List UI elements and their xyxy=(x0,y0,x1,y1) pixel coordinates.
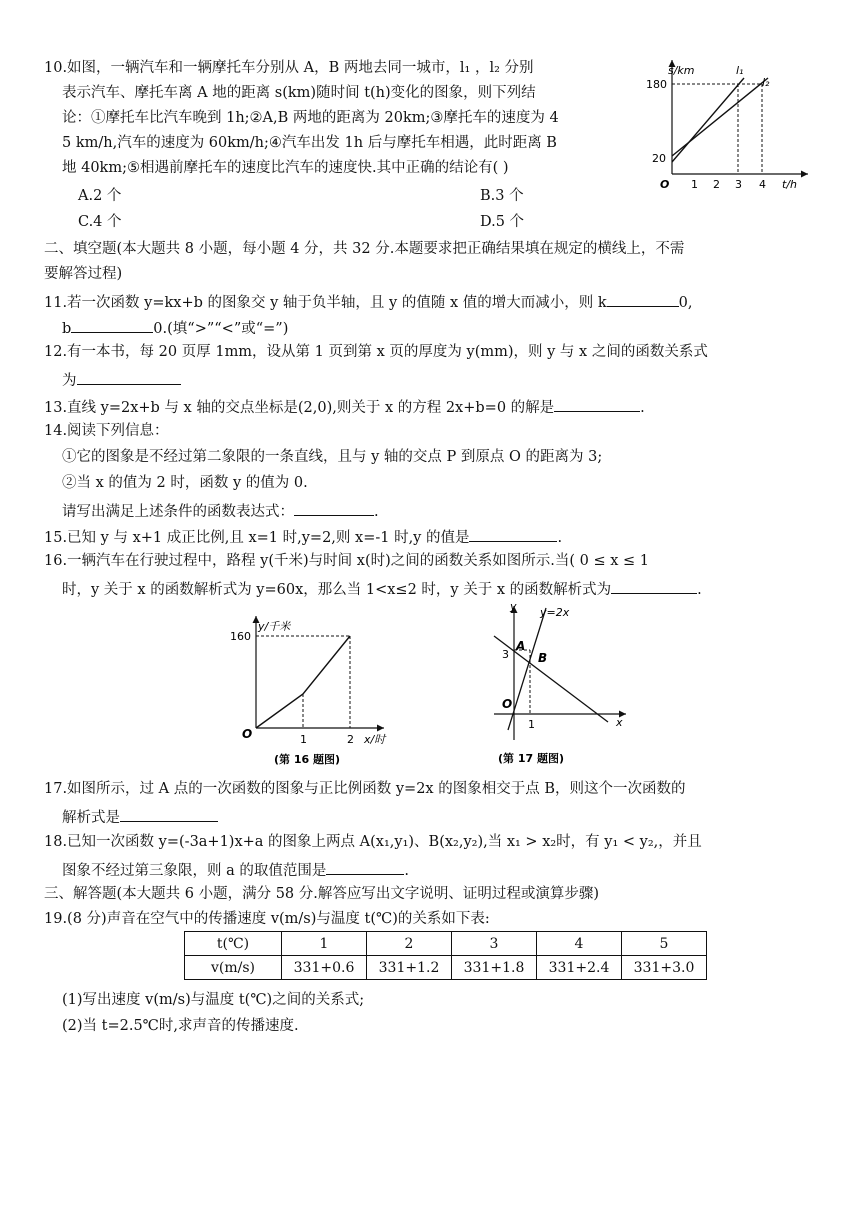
fig17-graph xyxy=(486,600,636,770)
q14-blank[interactable] xyxy=(294,499,374,516)
q13-text: 13.直线 y=2x+b 与 x 轴的交点坐标是(2,0),则关于 x 的方程 2x+b=0 的解是 xyxy=(44,400,555,416)
q14-line-1: 14.阅读下列信息： xyxy=(44,423,169,439)
q19-table xyxy=(184,931,707,980)
q11-line-2 xyxy=(62,316,288,339)
q15-line xyxy=(44,525,562,548)
q10-ytick-20: 20 xyxy=(652,152,666,165)
fig16-xtick-1: 1 xyxy=(300,733,307,746)
q15-blank[interactable] xyxy=(469,525,557,542)
section2-heading-cont: 要解答过程) xyxy=(44,266,123,282)
q17-blank[interactable] xyxy=(120,805,218,822)
q14-end: . xyxy=(374,504,379,520)
table-cell: 331+1.8 xyxy=(452,956,537,980)
q12-blank[interactable] xyxy=(77,368,181,385)
q10-line-4: 5 km/h,汽车的速度为 60km/h;④汽车出发 1h 后与摩托车相遇，此时距离 B xyxy=(62,135,557,151)
fig16-graph xyxy=(222,610,412,770)
q12-text-b: 为 xyxy=(62,373,77,389)
q10-line-5: 地 40km;⑤相遇前摩托车的速度比汽车的速度快.其中正确的结论有( ) xyxy=(62,160,509,176)
q10-label-l1: l₁ xyxy=(736,64,744,77)
q11-text-a: 11.若一次函数 y=kx+b 的图象交 y 轴于负半轴，且 y 的值随 x 值的增大而减小，则 k xyxy=(44,295,607,311)
q10-line-1: 10.如图，一辆汽车和一辆摩托车分别从 A，B 两地去同一城市，l₁ ，l₂ 分别 xyxy=(44,60,534,76)
q18-end: . xyxy=(404,863,409,879)
q17-text-b: 解析式是 xyxy=(62,810,120,826)
q10-option-a: A.2 个 xyxy=(78,188,122,204)
section3-heading: 三、解答题(本大题共 6 小题，满分 58 分.解答应写出文字说明、证明过程或演算步骤) xyxy=(44,886,600,902)
q17-line-1: 17.如图所示，过 A 点的一次函数的图象与正比例函数 y=2x 的图象相交于点 B，则这个一次函数的 xyxy=(44,781,686,797)
q16-line-2 xyxy=(62,577,702,600)
fig17-caption: (第 17 题图) xyxy=(498,752,565,765)
q19-part-2: (2)当 t=2.5℃时,求声音的传播速度. xyxy=(62,1018,299,1034)
q15-end: . xyxy=(557,530,563,546)
q16-blank[interactable] xyxy=(611,577,697,594)
table-cell: 331+0.6 xyxy=(282,956,367,980)
q10-xtick-4: 4 xyxy=(759,178,766,191)
q10-line-2: 表示汽车、摩托车离 A 地的距离 s(km)随时间 t(h)变化的图象，则下列结 xyxy=(62,85,536,101)
fig16-origin: O xyxy=(242,727,253,741)
q12-line-2 xyxy=(62,368,181,391)
q10-origin: O xyxy=(660,178,670,191)
table-row xyxy=(185,956,707,980)
q11-blank-b[interactable] xyxy=(71,316,153,333)
q16-text-b: 时，y 关于 x 的函数解析式为 y=60x，那么当 1<x≤2 时，y 关于 x 的函数解析式为 xyxy=(62,582,612,598)
q16-line-1: 16.一辆汽车在行驶过程中，路程 y(千米)与时间 x(时)之间的函数关系如图所示.当( 0 ≤ x ≤ 1 xyxy=(44,553,650,569)
fig17-xtick-1: 1 xyxy=(528,718,535,731)
q10-label-l2: l₂ xyxy=(762,76,770,89)
q16-end: . xyxy=(697,582,702,598)
q13-line xyxy=(44,395,645,418)
q19-part-1: (1)写出速度 v(m/s)与温度 t(℃)之间的关系式; xyxy=(62,992,365,1008)
q10-xtick-2: 2 xyxy=(713,178,720,191)
q14-line-3: ②当 x 的值为 2 时，函数 y 的值为 0. xyxy=(62,475,308,491)
q11-text-b: b xyxy=(62,321,72,337)
q11-text-b-end: 0.(填“>”“<”或“=”) xyxy=(153,321,289,337)
fig17-ylabel: y xyxy=(510,600,517,613)
table-cell: v(m/s) xyxy=(185,956,282,980)
section2-heading: 二、填空题(本大题共 8 小题，每小题 4 分，共 32 分.本题要求把正确结果填在规定的横线上，不需 xyxy=(44,241,685,257)
q10-line-l1 xyxy=(672,78,744,162)
q10-ytick-180: 180 xyxy=(646,78,667,91)
q10-option-b: B.3 个 xyxy=(480,188,524,204)
table-cell: 2 xyxy=(367,932,452,956)
q11-blank-k[interactable] xyxy=(607,290,679,307)
q17-line-2 xyxy=(62,805,218,828)
q10-line-l2 xyxy=(672,78,768,156)
table-cell: 331+2.4 xyxy=(537,956,622,980)
q14-line-2: ①它的图象是不经过第二象限的一条直线，且与 y 轴的交点 P 到原点 O 的距离为 3; xyxy=(62,449,603,465)
q10-option-c: C.4 个 xyxy=(78,214,122,230)
q11-line-1 xyxy=(44,290,692,313)
q18-line-2 xyxy=(62,858,409,881)
table-cell: 1 xyxy=(282,932,367,956)
fig17-point-b: B xyxy=(538,651,548,665)
fig17-ytick-3: 3 xyxy=(502,648,509,661)
table-cell: 3 xyxy=(452,932,537,956)
fig16-xlabel: x/时 xyxy=(364,733,386,746)
q19-line: 19.(8 分)声音在空气中的传播速度 v(m/s)与温度 t(℃)的关系如下表: xyxy=(44,911,490,927)
table-cell: 5 xyxy=(622,932,707,956)
fig17-xlabel: x xyxy=(616,716,623,729)
table-cell: 4 xyxy=(537,932,622,956)
table-cell: t(℃) xyxy=(185,932,282,956)
q10-xtick-1: 1 xyxy=(691,178,698,191)
q10-option-d: D.5 个 xyxy=(480,214,525,230)
fig17-point-a: A xyxy=(516,639,526,653)
q12-line-1: 12.有一本书，每 20 页厚 1mm，设从第 1 页到第 x 页的厚度为 y(mm)，则 y 与 x 之间的函数关系式 xyxy=(44,344,708,360)
table-cell: 331+3.0 xyxy=(622,956,707,980)
fig16-ylabel: y/千米 xyxy=(258,620,291,633)
q13-blank[interactable] xyxy=(554,395,640,412)
fig16-ytick-160: 160 xyxy=(230,630,251,643)
q18-blank[interactable] xyxy=(326,858,404,875)
q10-line-3: 论：①摩托车比汽车晚到 1h;②A,B 两地的距离为 20km;③摩托车的速度为 4 xyxy=(62,110,559,126)
fig17-origin: O xyxy=(502,697,513,711)
q10-ylabel: s/km xyxy=(668,64,695,77)
q14-text-d: 请写出满足上述条件的函数表达式： xyxy=(62,504,294,520)
fig17-line-label: y=2x xyxy=(540,606,570,619)
q11-text-a-end: 0, xyxy=(678,295,693,311)
fig16-xtick-2: 2 xyxy=(347,733,354,746)
q10-xtick-3: 3 xyxy=(735,178,742,191)
q14-line-4 xyxy=(62,499,379,522)
q15-text: 15.已知 y 与 x+1 成正比例,且 x=1 时,y=2,则 x=-1 时,y 的值是 xyxy=(44,530,470,546)
q10-graph xyxy=(640,52,815,197)
table-cell: 331+1.2 xyxy=(367,956,452,980)
q10-xlabel: t/h xyxy=(782,178,797,191)
q13-end: . xyxy=(640,400,645,416)
q18-line-1: 18.已知一次函数 y=(-3a+1)x+a 的图象上两点 A(x₁,y₁)、B(x₂,y₂),当 x₁ > x₂时，有 y₁ < y₂,，并且 xyxy=(44,834,702,850)
q18-text-b: 图象不经过第三象限，则 a 的取值范围是 xyxy=(62,863,327,879)
fig16-caption: (第 16 题图) xyxy=(274,753,341,766)
table-row xyxy=(185,932,707,956)
